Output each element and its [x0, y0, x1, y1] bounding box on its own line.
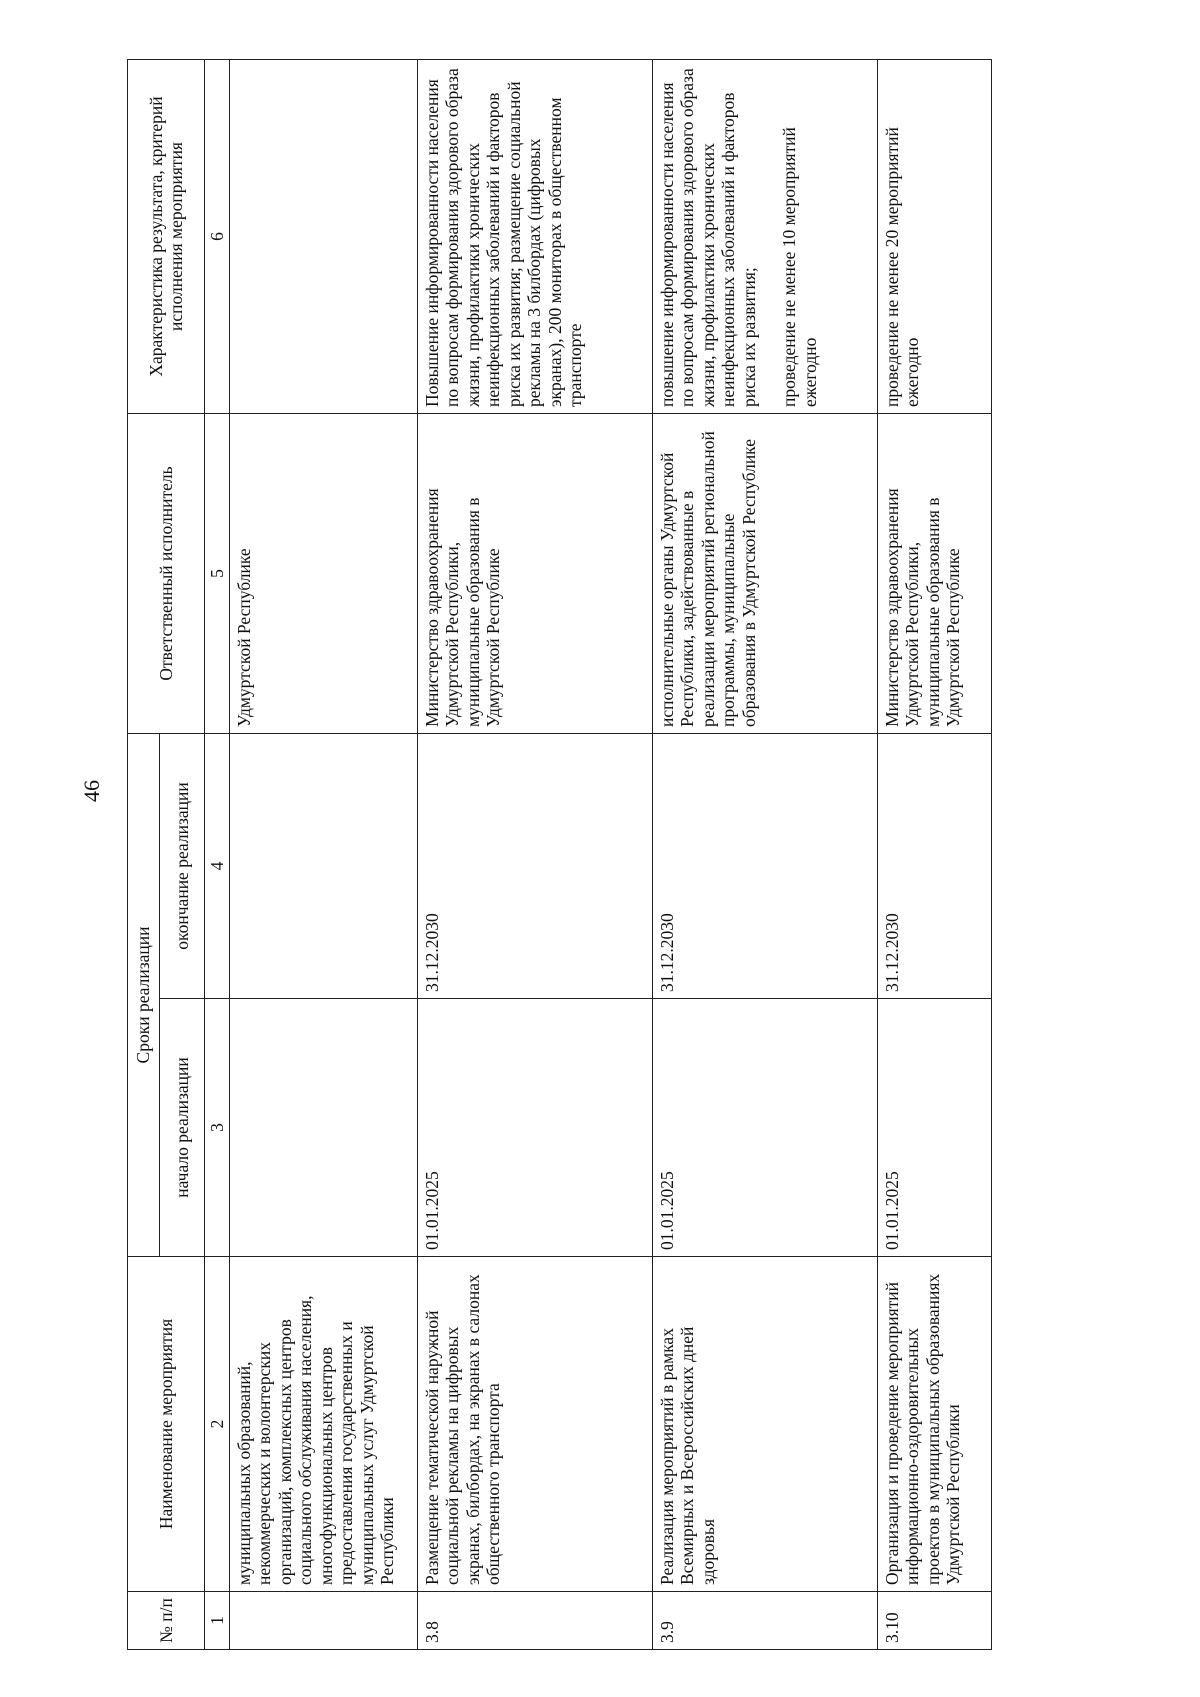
row-result-text: проведение не менее 20 мероприятий ежегодно: [882, 127, 923, 407]
row-num: 3.8: [418, 1592, 653, 1650]
row-executor: Удмуртской Республике: [230, 413, 418, 733]
row-result: [418, 59, 653, 413]
table-row: [653, 59, 878, 1649]
row-executor: Министерство здравоохранения Удмуртской Республики, муниципальные образования в Удмуртской Республике: [878, 413, 992, 733]
row-executor: исполнительные органы Удмуртской Республики, задействованные в реализации мероприятий региональной программы, муниципальные образования в Удмуртской Республике: [653, 413, 878, 733]
header-start: начало реализации: [160, 999, 205, 1257]
row-num: 3.9: [653, 1592, 878, 1650]
row-end: 31.12.2030: [418, 733, 653, 998]
measures-table: [127, 59, 992, 1650]
row-end: 31.12.2030: [878, 733, 992, 998]
row-name: Организация и проведение мероприятий информационно-оздоровительных проектов в муниципальных образованиях Удмуртской Республики: [878, 1257, 992, 1592]
row-name: муниципальных образований, некоммерческих и волонтерских организаций, комплексных центров социального обслуживания населения, многофункциональных центров предоставления государственных и муниципальных услуг Удмуртской Республики: [230, 1257, 418, 1592]
row-start: 01.01.2025: [653, 999, 878, 1257]
row-start: [230, 999, 418, 1257]
table-row: [418, 59, 653, 1649]
header-num: № п/п: [128, 1592, 205, 1650]
column-number: 2: [205, 1257, 230, 1592]
table-row: [878, 59, 992, 1649]
page-number: 46: [79, 780, 104, 802]
row-name: Размещение тематической наружной социальной рекламы на цифровых экранах, билбордах, на экранах в салонах общественного транспорта: [418, 1257, 653, 1592]
row-result: [230, 59, 418, 413]
column-number: 1: [205, 1592, 230, 1650]
table-container: [127, 60, 992, 1650]
row-result: [653, 59, 878, 413]
header-executor: Ответственный исполнитель: [128, 413, 205, 733]
header-name: Наименование мероприятия: [128, 1257, 205, 1592]
table-row: [230, 59, 418, 1649]
row-result-text: Повышение информированности населения по вопросам формирования здорового образа жизни, профилактики хронических неинфекционных заболеваний и факторов риска их развития; размещение социальной рекламы на 3 билбордах (цифровых экранах), 200 мониторах в общественном транспорте: [422, 68, 586, 407]
column-number: 4: [205, 733, 230, 998]
column-number: 5: [205, 413, 230, 733]
row-result-text: повышение информированности населения по вопросам формирования здорового образа жизни, профилактики хронических неинфекционных заболеваний и факторов риска их развития;: [657, 68, 759, 407]
row-executor: Министерство здравоохранения Удмуртской Республики, муниципальные образования в Удмуртской Республике: [418, 413, 653, 733]
row-end: 31.12.2030: [653, 733, 878, 998]
row-num: [230, 1592, 418, 1650]
header-end: окончание реализации: [160, 733, 205, 998]
rotated-table-frame: [127, 60, 992, 1650]
row-end: [230, 733, 418, 998]
row-result: [878, 59, 992, 413]
column-number: 3: [205, 999, 230, 1257]
column-number: 6: [205, 59, 230, 413]
header-terms: Сроки реализации: [128, 733, 160, 1256]
row-name: Реализация мероприятий в рамках Всемирных и Всероссийских дней здоровья: [653, 1257, 878, 1592]
row-start: 01.01.2025: [418, 999, 653, 1257]
row-num: 3.10: [878, 1592, 992, 1650]
header-result: Характеристика результата, критерий исполнения мероприятия: [128, 59, 205, 413]
row-result-extra: проведение не менее 10 мероприятий ежегодно: [779, 127, 820, 407]
row-start: 01.01.2025: [878, 999, 992, 1257]
